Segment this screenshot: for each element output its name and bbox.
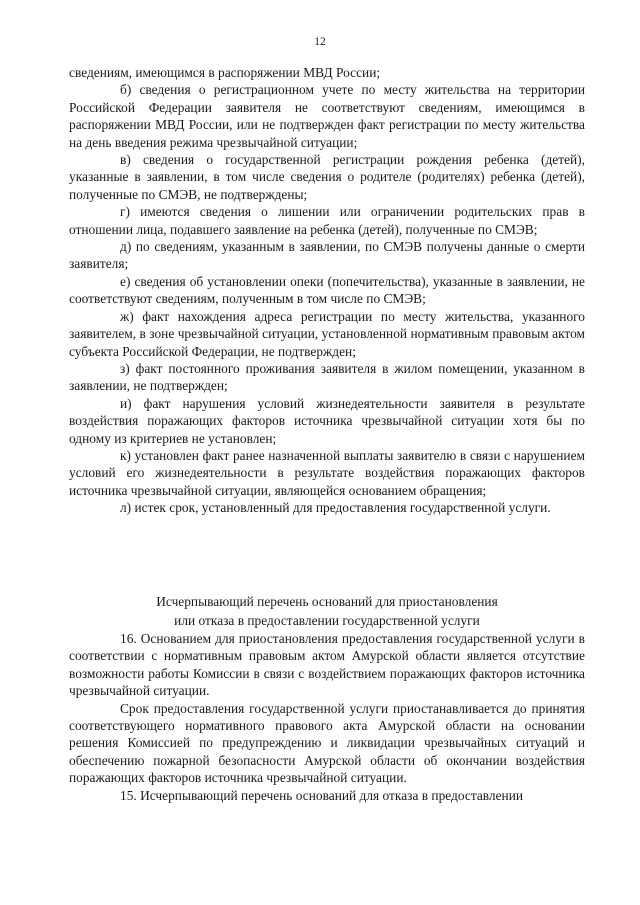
paragraph-item-b: б) сведения о регистрационном учете по месту жительства на территории Российской Федерации заявителя не соответствуют сведениям, имеющимся в распоряжении МВД России, или не подтвержден факт регистрации по месту жительства на день введения режима чрезвычайной ситуации; xyxy=(69,82,585,150)
paragraph-item-g: г) имеются сведения о лишении или ограничении родительских прав в отношении лица, подавшего заявление на ребенка (детей), полученные по СМЭВ; xyxy=(69,204,585,237)
paragraph-item-k: к) установлен факт ранее назначенной выплаты заявителю в связи с нарушением условий его жизнедеятельности в результате воздействия поражающих факторов источника чрезвычайной ситуации, являющейся основанием обращения; xyxy=(69,447,585,498)
paragraph-item-i: и) факт нарушения условий жизнедеятельности заявителя в результате воздействия поражающих факторов источника чрезвычайной ситуации хотя бы по одному из критериев не установлен; xyxy=(69,395,585,446)
suspension-section xyxy=(69,630,585,804)
paragraph-item-d: д) по сведениям, указанным в заявлении, по СМЭВ получены данные о смерти заявителя; xyxy=(69,239,585,272)
paragraph-item-zh: ж) факт нахождения адреса регистрации по месту жительства, указанного заявителем, в зоне чрезвычайной ситуации, установленной нормативным правовым актом субъекта Российской Федерации, не подтвержден; xyxy=(69,308,585,359)
paragraph-suspension-term: Срок предоставления государственной услуги приостанавливается до принятия соответствующего нормативного правового акта Амурской области на основании решения Комиссией по предупреждению и ликвидации чрезвычайных ситуаций и обеспечению пожарной безопасности Амурской области об окончании воздействия поражающих факторов источника чрезвычайной ситуации. xyxy=(69,700,585,786)
paragraph-item-l: л) истек срок, установленный для предоставления государственной услуги. xyxy=(120,500,551,516)
page-number: 12 xyxy=(314,36,326,48)
paragraph-item-z: з) факт постоянного проживания заявителя в жилом помещении, указанном в заявлении, не подтвержден; xyxy=(69,360,585,394)
section-heading xyxy=(69,592,585,630)
paragraph-item-e: е) сведения об установлении опеки (попечительства), указанные в заявлении, не соответствуют сведениям, полученным в том числе по СМЭВ; xyxy=(69,273,585,307)
refusal-grounds-list xyxy=(69,64,585,517)
paragraph-16: 16. Основанием для приостановления предоставления государственной услуги в соответствии с нормативным правовым актом Амурской области является отсутствие возможности работы Комиссии в связи с воздействием поражающих факторов источника чрезвычайной ситуации. xyxy=(69,631,585,699)
section-heading-line-2: или отказа в предоставлении государственной услуги xyxy=(174,613,480,628)
paragraph-continuation: сведениям, имеющимся в распоряжении МВД России; xyxy=(69,65,381,80)
paragraph-item-v: в) сведения о государственной регистрации рождения ребенка (детей), указанные в заявлении, в том числе сведения о родителе (родителях) ребенка (детей), полученные по СМЭВ, не подтверждены; xyxy=(69,152,585,202)
section-heading-line-1: Исчерпывающий перечень оснований для приостановления xyxy=(156,594,498,609)
paragraph-15: 15. Исчерпывающий перечень оснований для отказа в предоставлении xyxy=(120,787,524,803)
